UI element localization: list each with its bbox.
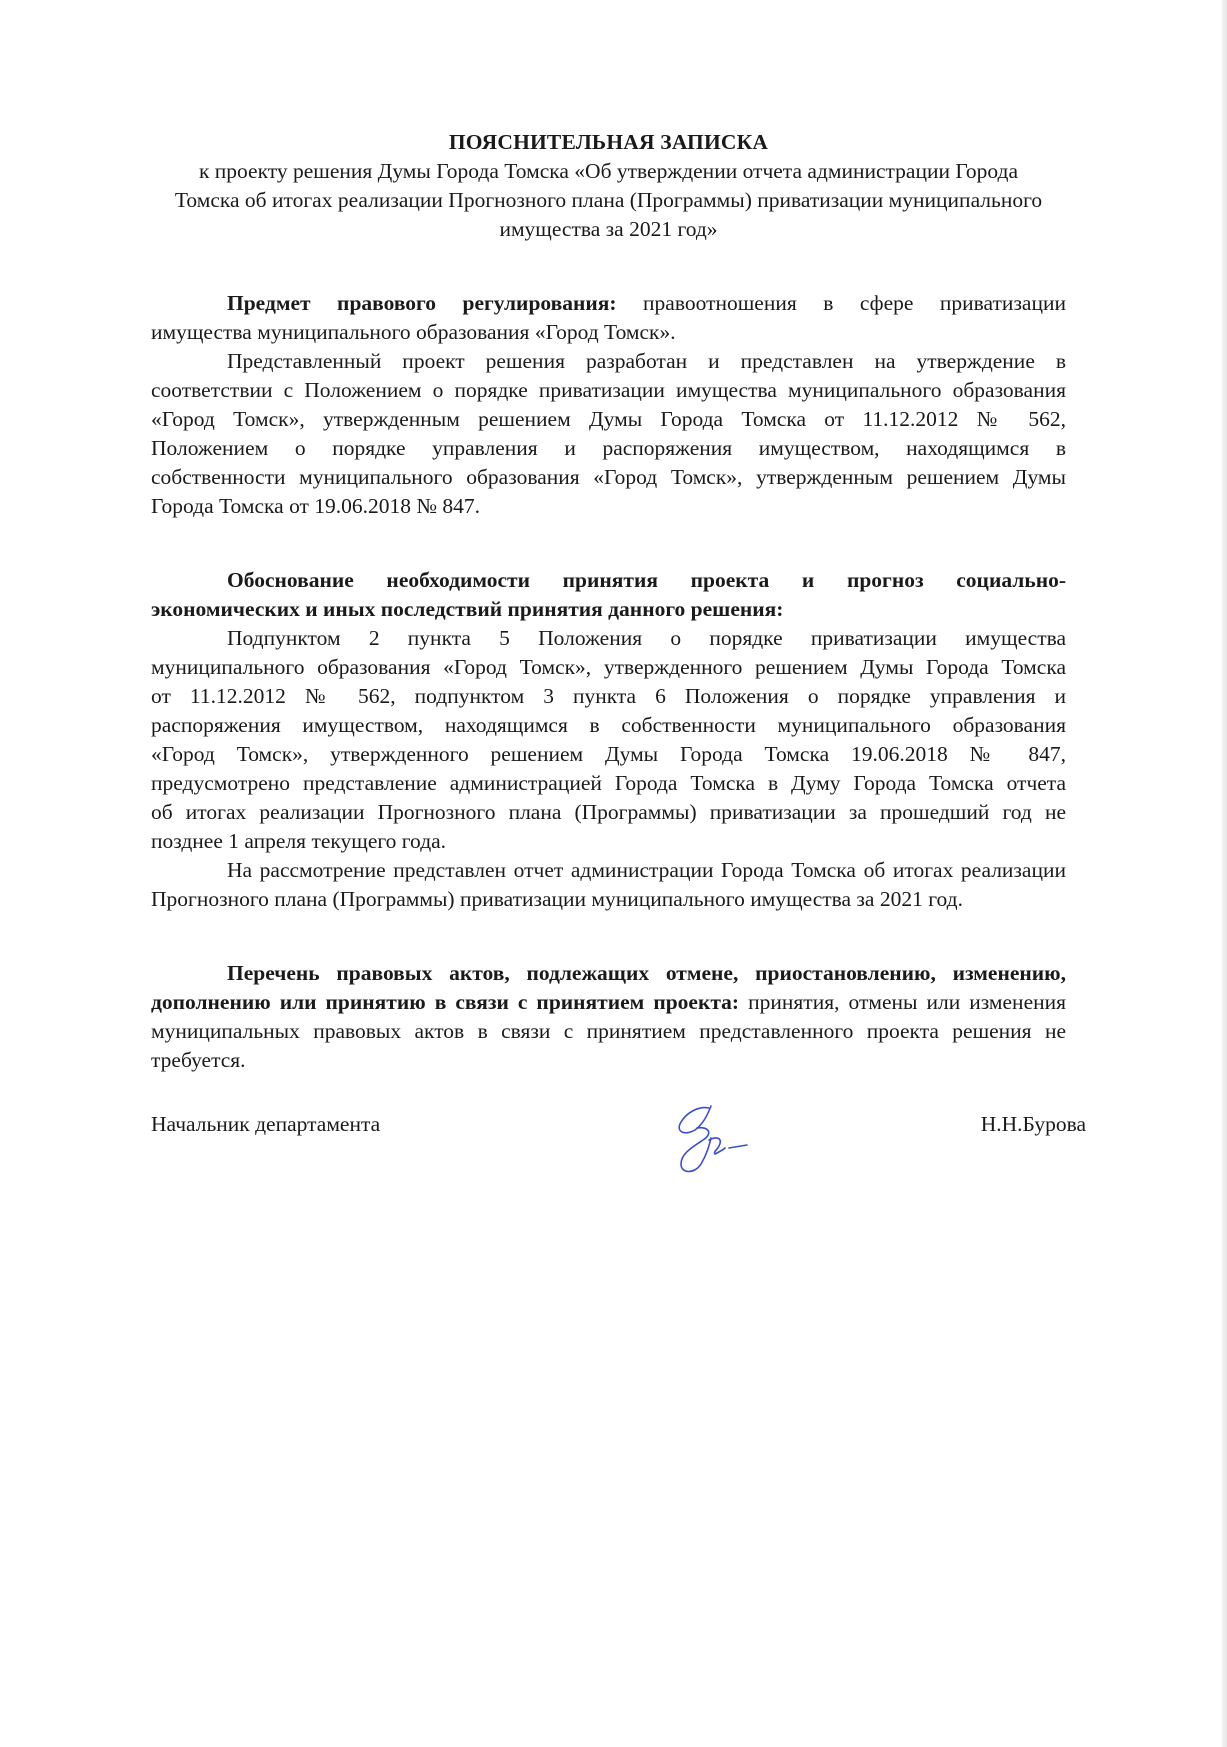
- paragraph-line: муниципального образования «Город Томск», утвержденного решением Думы Города Томска: [151, 655, 1066, 679]
- section-regulation-subject: [151, 289, 1066, 521]
- signatory-position: Начальник департамента: [151, 1112, 381, 1136]
- paragraph-line: дополнению или принятию в связи с принятием проекта: принятия, отмены или изменения: [151, 990, 1067, 1014]
- document-subtitle: [151, 157, 1066, 244]
- paragraph-line: Предмет правового регулирования: правоотношения в сфере приватизации: [227, 291, 1066, 315]
- paragraph-line: соответствии с Положением о порядке приватизации имущества муниципального образования: [151, 378, 1066, 402]
- paragraph-line: об итогах реализации Прогнозного плана (Программы) приватизации за прошедший год не: [151, 800, 1066, 824]
- subtitle-line: имущества за 2021 год»: [499, 217, 718, 241]
- paragraph-line: На рассмотрение представлен отчет администрации Города Томска об итогах реализации: [227, 858, 1066, 882]
- paragraph-line: «Город Томск», утвержденным решением Думы Города Томска от 11.12.2012 № 562,: [151, 407, 1066, 431]
- section-heading: экономических и иных последствий принятия данного решения:: [151, 597, 784, 621]
- paragraph-line: требуется.: [151, 1048, 246, 1072]
- section-heading: Предмет правового регулирования:: [227, 291, 617, 315]
- paragraph-line: «Город Томск», утвержденного решением Думы Города Томска 19.06.2018 № 847,: [151, 742, 1066, 766]
- handwritten-signature-icon: [651, 1090, 771, 1180]
- subtitle-line: к проекту решения Думы Города Томска «Об утверждении отчета администрации Города: [198, 159, 1019, 183]
- paragraph-line: распоряжения имуществом, находящимся в собственности муниципального образования: [151, 713, 1066, 737]
- paragraph-line: Положением о порядке управления и распоряжения имуществом, находящимся в: [151, 436, 1066, 460]
- paragraph-line: предусмотрено представление администрацией Города Томска в Думу Города Томска отчета: [151, 771, 1066, 795]
- paragraph-line: от 11.12.2012 № 562, подпунктом 3 пункта 6 Положения о порядке управления и: [151, 684, 1066, 708]
- section-heading: дополнению или принятию в связи с принятием проекта:: [151, 990, 740, 1014]
- subtitle-line: Томска об итогах реализации Прогнозного плана (Программы) приватизации муниципального: [174, 188, 1043, 212]
- section-heading: Перечень правовых актов, подлежащих отмене, приостановлению, изменению,: [227, 961, 1066, 985]
- document-title: ПОЯСНИТЕЛЬНАЯ ЗАПИСКА: [448, 130, 769, 154]
- paragraph-line: Представленный проект решения разработан и представлен на утверждение в: [227, 349, 1066, 373]
- section-heading: Обоснование необходимости принятия проекта и прогноз социально-: [227, 568, 1066, 592]
- paragraph-line: муниципальных правовых актов в связи с принятием представленного проекта решения не: [151, 1019, 1066, 1043]
- signature-block: [151, 1112, 1086, 1172]
- paragraph-line: собственности муниципального образования «Город Томск», утвержденным решением Думы: [151, 465, 1066, 489]
- paragraph-line: Подпунктом 2 пункта 5 Положения о порядке приватизации имущества: [227, 626, 1066, 650]
- paragraph-line: позднее 1 апреля текущего года.: [151, 829, 447, 853]
- paragraph-line: Прогнозного плана (Программы) приватизации муниципального имущества за 2021 год.: [151, 887, 963, 911]
- section-justification: [151, 566, 1066, 914]
- section-legal-acts: [151, 959, 1066, 1075]
- document-page: [151, 128, 1066, 1075]
- paragraph-line: имущества муниципального образования «Город Томск».: [151, 320, 676, 344]
- signatory-name: Н.Н.Бурова: [980, 1112, 1086, 1136]
- paragraph-line: Города Томска от 19.06.2018 № 847.: [151, 494, 480, 518]
- page-edge: [1221, 0, 1227, 1747]
